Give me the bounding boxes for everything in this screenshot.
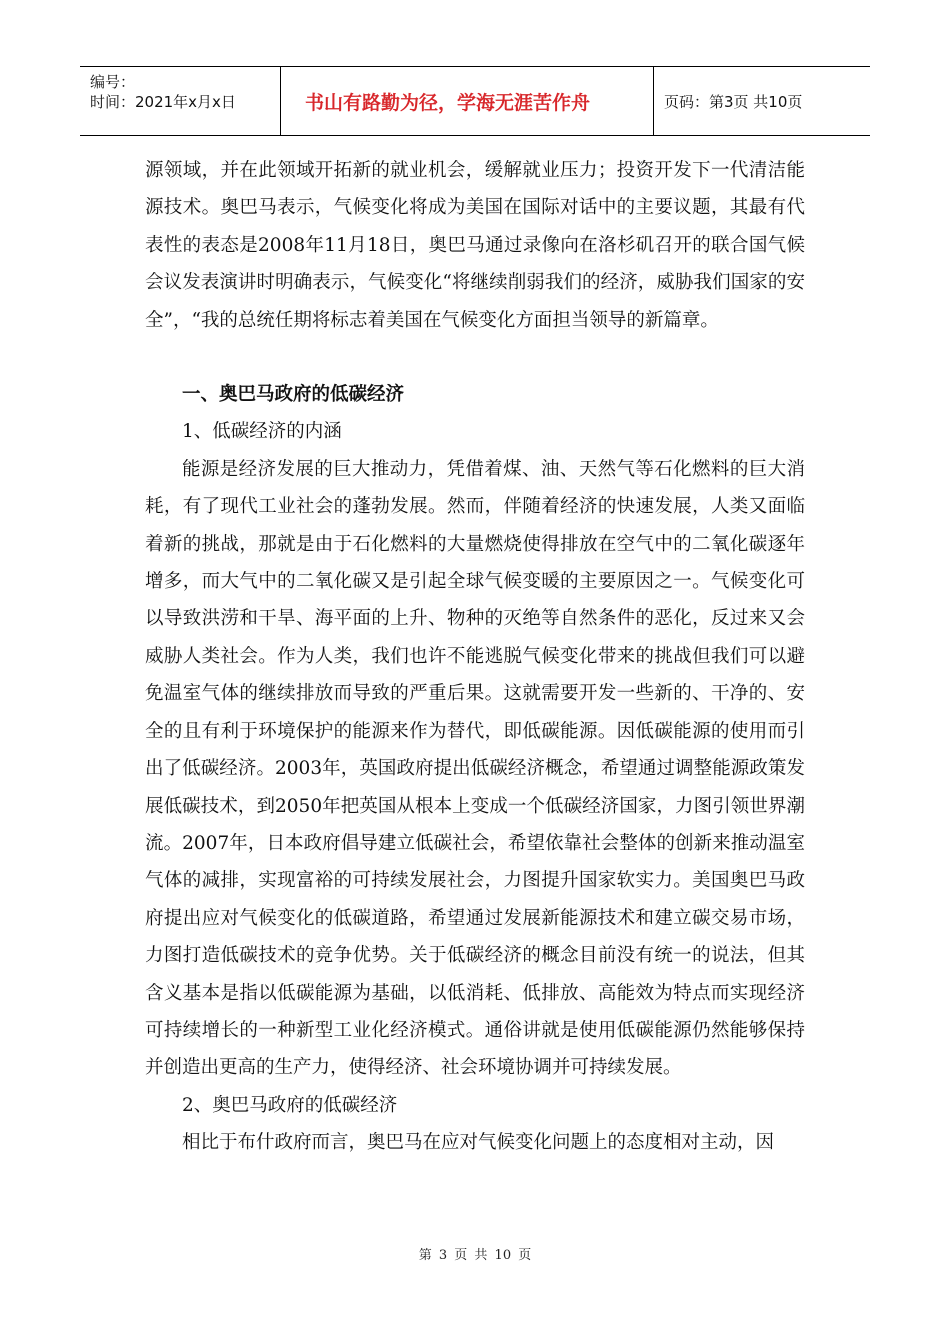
header-motto: 书山有路勤为径，学海无涯苦作舟 [281,67,654,135]
subheading-connotation: 1、低碳经济的内涵 [182,421,342,443]
header-page-info: 页码：第3页 共10页 [664,92,803,111]
paragraph-continuation: 源领域，并在此领域开拓新的就业机会，缓解就业压力；投资开发下一代清洁能源技术。奥巴马表示，气候变化将成为美国在国际对话中的主要议题，其最有代表性的表态是2008年11月18日，奥巴马通过录像向在洛杉矶召开的联合国气候会议发表演讲时明确表示，气候变化“将继续削弱我们的经济，威胁我们国家的安全”，“我的总统任期将标志着美国在气候变化方面担当领导的新篇章。 [145,160,805,331]
header-time-label: 时间：2021年x月x日 [90,93,236,111]
page-footer: 第 3 页 共 10 页 [418,1248,532,1263]
section-heading: 一、奥巴马政府的低碳经济 [182,384,405,406]
page-header [80,66,870,136]
header-meta [80,67,281,135]
document-body [145,152,805,1162]
spacer [145,339,805,376]
header-number-label: 编号： [90,73,136,91]
subheading-obama-low-carbon: 2、奥巴马政府的低碳经济 [182,1094,398,1116]
paragraph-obama-compare: 相比于布什政府而言，奥巴马在应对气候变化问题上的态度相对主动，因 [182,1132,775,1154]
paragraph-low-carbon-connotation: 能源是经济发展的巨大推动力，凭借着煤、油、天然气等石化燃料的巨大消耗，有了现代工业社会的蓬勃发展。然而，伴随着经济的快速发展，人类又面临着新的挑战，那就是由于石化燃料的大量燃烧使得排放在空气中的二氧化碳逐年增多，而大气中的二氧化碳又是引起全球气候变暖的主要原因之一。气候变化可以导致洪涝和干旱、海平面的上升、物种的灭绝等自然条件的恶化，反过来又会威胁人类社会。作为人类，我们也许不能逃脱气候变化带来的挑战但我们可以避免温室气体的继续排放而导致的严重后果。这就需要开发一些新的、干净的、安全的且有利于环境保护的能源来作为替代，即低碳能源。因低碳能源的使用而引出了低碳经济。2003年，英国政府提出低碳经济概念，希望通过调整能源政策发展低碳技术，到2050年把英国从根本上变成一个低碳经济国家，力图引领世界潮流。2007年，日本政府倡导建立低碳社会，希望依靠社会整体的创新来推动温室气体的减排，实现富裕的可持续发展社会，力图提升国家软实力。美国奥巴马政府提出应对气候变化的低碳道路，希望通过发展新能源技术和建立碳交易市场，力图打造低碳技术的竞争优势。关于低碳经济的概念目前没有统一的说法，但其含义基本是指以低碳能源为基础，以低消耗、低排放、高能效为特点而实现经济可持续增长的一种新型工业化经济模式。通俗讲就是使用低碳能源仍然能够保持并创造出更高的生产力，使得经济、社会环境协调并可持续发展。 [145,458,805,1079]
